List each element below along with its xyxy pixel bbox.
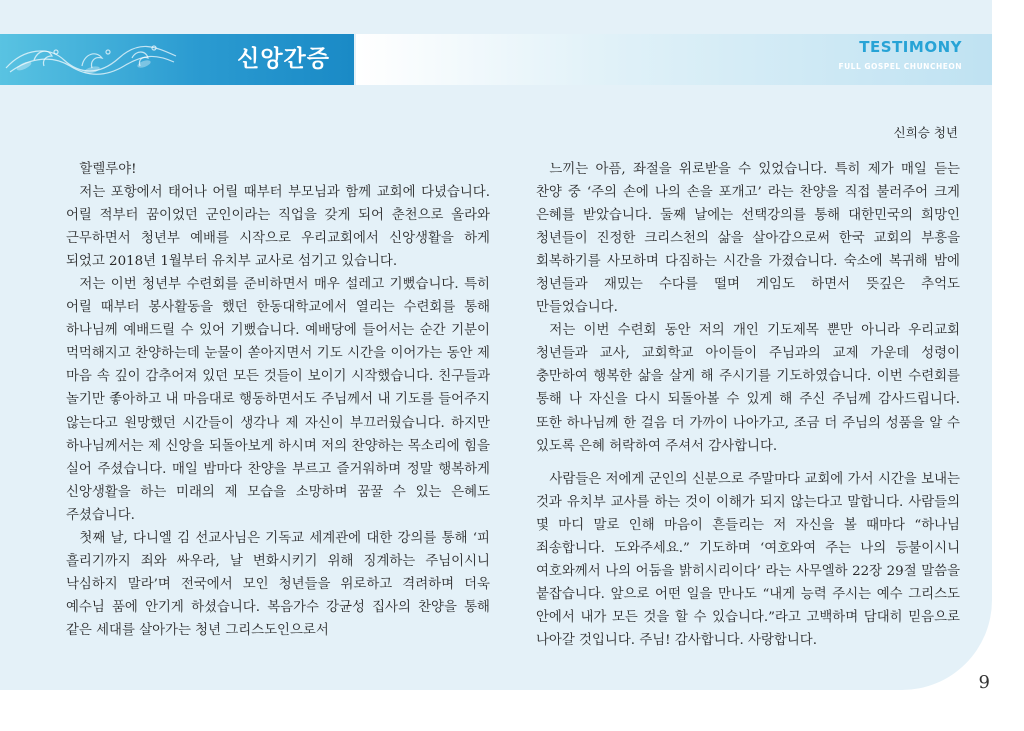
page-number: 9 [978,672,990,693]
paragraph: 저는 이번 수련회 동안 저의 개인 기도제목 뿐만 아니라 우리교회 청년들과 교사, 교회학교 아이들이 주님과의 교제 가운데 성령이 충만하여 행복한 삶을 살게 해 주시기를 기도하였습니다. 이번 수련회를 통해 나 자신을 다시 되돌아볼 수 있게 해 주신 주님께 감사드립니다. 또한 하나님께 한 걸음 더 가까이 나아가고, 조금 더 주님의 성품을 알 수 있도록 은혜 허락하여 주셔서 감사합니다. [536,323,960,454]
paragraph: 할렐루야! [79,162,137,177]
brand-subtitle: FULL GOSPEL CHUNCHEON [838,62,962,71]
brand-title: TESTIMONY [859,38,962,56]
paragraph: 저는 포항에서 태어나 어릴 때부터 부모님과 함께 교회에 다녔습니다. 어릴 적부터 꿈이었던 군인이라는 직업을 갖게 되어 춘천으로 올라와 근무하면서 청년부 예배를 시작으로 우리교회에서 신앙생활을 하게 되었고 2018년 1월부터 유치부 교사로 섬기고 있습니다. [66,185,490,270]
header-brand-bar [356,34,992,85]
article-column-left [66,158,490,642]
brand-block [838,38,962,72]
section-title-bar [0,34,354,85]
paragraph: 첫째 날, 다니엘 김 선교사님은 기독교 세계관에 대한 강의를 통해 ‘피 흘리기까지 죄와 싸우라, 날 변화시키기 위해 징계하는 주님이시니 낙심하지 말라’며 전국에서 모인 청년들을 위로하고 격려하며 더욱 예수님 품에 안기게 하셨습니다. 복음가수 강균성 집사의 찬양을 통해 같은 세대를 살아가는 청년 그리스도인으로서 [66,530,490,638]
floral-ornament-icon [4,38,179,82]
article-column-right [536,158,960,652]
paragraph: 저는 이번 청년부 수련회를 준비하면서 매우 설레고 기뻤습니다. 특히 어릴 때부터 봉사활동을 했던 한동대학교에서 열리는 수련회를 통해 하나님께 예배드릴 수 있어 기뻤습니다. 예배당에 들어서는 순간 기분이 먹먹해지고 찬양하는데 눈물이 쏟아지면서 기도 시간을 이어가는 동안 제 마음 속 깊이 감추어져 있던 모든 것들이 보이기 시작했습니다. 친구들과 놀기만 좋아하고 내 마음대로 행동하면서도 주님께서 내 기도를 들어주지 않는다고 원망했던 시간들이 생각나 제 자신이 부끄러웠습니다. 하지만 하나님께서는 제 신앙을 되돌아보게 하시며 저의 찬양하는 목소리에 힘을 실어 주셨습니다. 매일 밤마다 찬양을 부르고 즐거워하며 정말 행복하게 신앙생활을 하는 미래의 제 모습을 소망하며 꿈꿀 수 있는 은혜도 주셨습니다. [66,277,490,523]
author-name: 신희승 청년 [893,125,958,140]
section-title: 신앙간증 [237,46,330,72]
page-header [0,34,992,85]
paragraph: 사람들은 저에게 군인의 신분으로 주말마다 교회에 가서 시간을 보내는 것과 유치부 교사를 하는 것이 이해가 되지 않는다고 말합니다. 사람들의 몇 마디 말로 인해 마음이 흔들리는 저 자신을 볼 때마다 “하나님 죄송합니다. 도와주세요.” 기도하며 ‘여호와여 주는 나의 등불이시니 여호와께서 나의 어둠을 밝히시리이다’ 라는 사무엘하 22장 29절 말씀을 붙잡습니다. 앞으로 어떤 일을 만나도 “내게 능력 주시는 예수 그리스도 안에서 내가 모든 것을 할 수 있습니다.”라고 고백하며 담대히 믿음으로 나아갈 것입니다. 주님! 감사합니다. 사랑합니다. [536,471,960,648]
paragraph: 느끼는 아픔, 좌절을 위로받을 수 있었습니다. 특히 제가 매일 듣는 찬양 중 ‘주의 손에 나의 손을 포개고’ 라는 찬양을 직접 불러주어 크게 은혜를 받았습니다. 둘째 날에는 선택강의를 통해 대한민국의 희망인 청년들이 진정한 크리스천의 삶을 살아감으로써 한국 교회의 부흥을 회복하기를 사모하며 다짐하는 시간을 가졌습니다. 숙소에 복귀해 밤에 청년들과 재밌는 수다를 떨며 게임도 하면서 뜻깊은 추억도 만들었습니다. [536,162,960,316]
